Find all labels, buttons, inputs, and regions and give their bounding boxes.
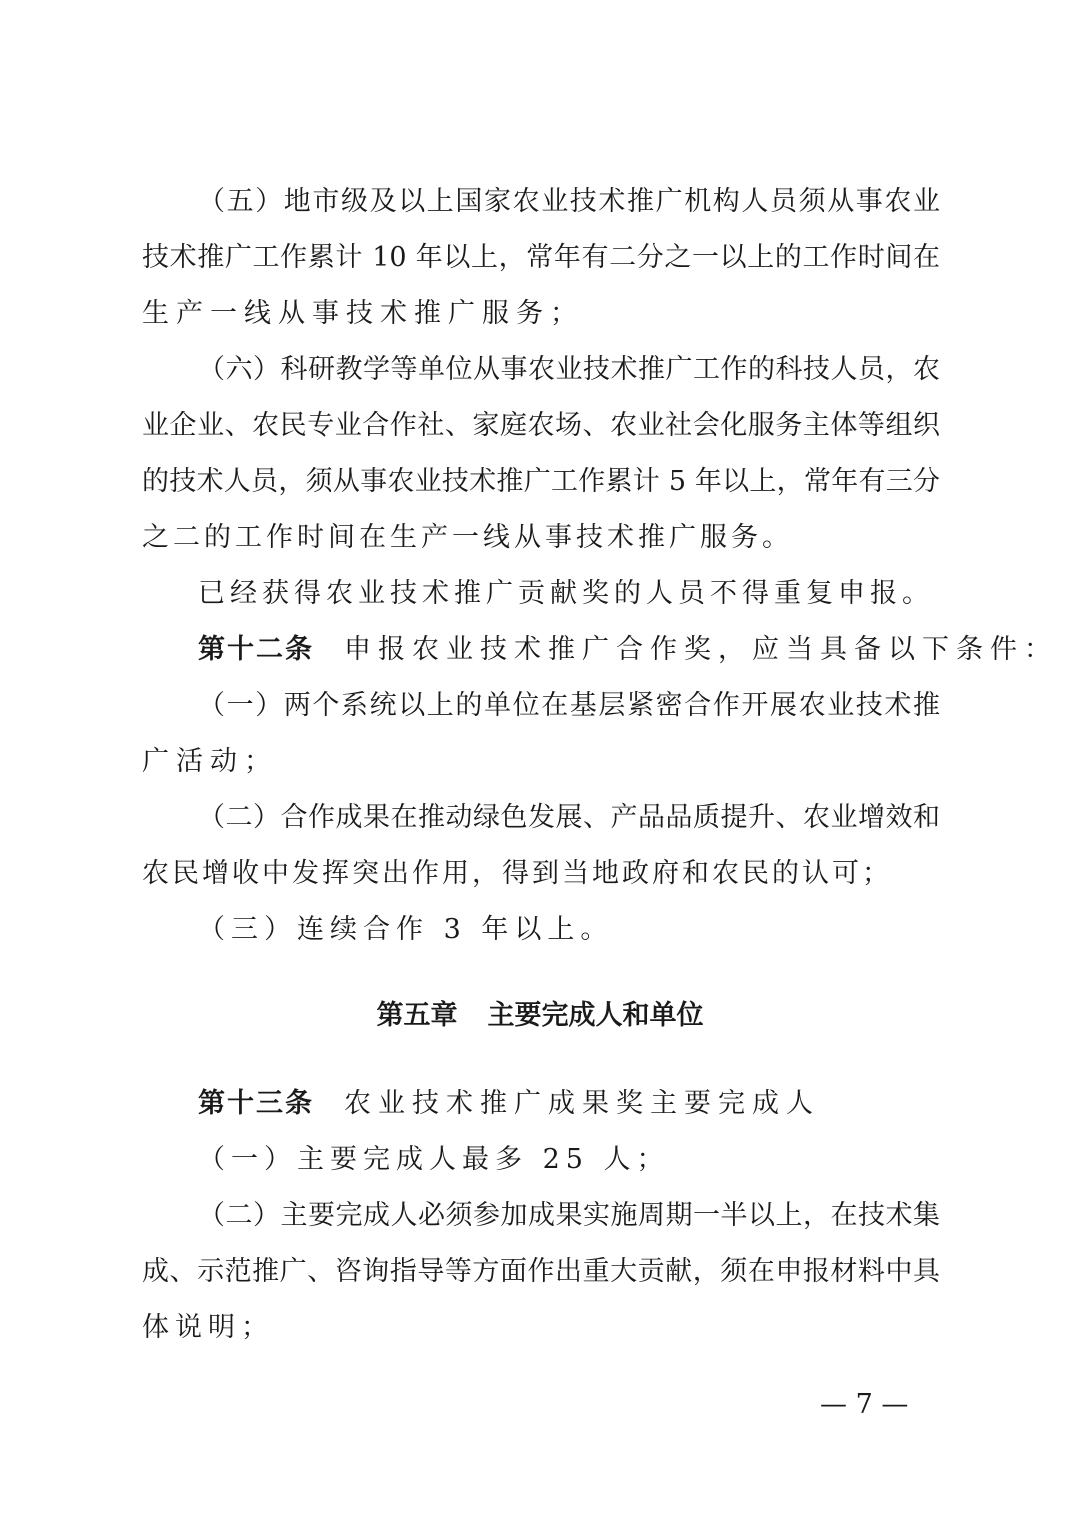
repeat-note: 已经获得农业技术推广贡献奖的人员不得重复申报。 <box>198 578 934 609</box>
article-13-heading <box>198 1087 820 1121</box>
article-12-text: 申报农业技术推广合作奖，应当具备以下条件： <box>344 634 1058 665</box>
article-12-heading <box>198 633 1058 667</box>
article-13-text: 农业技术推广成果奖主要完成人 <box>344 1088 820 1119</box>
article-13-item-2-line-2: 成、示范推广、咨询指导等方面作出重大贡献，须在申报材料中具 <box>142 1256 940 1287</box>
item-5-line-2: 技术推广工作累计 10 年以上，常年有二分之一以上的工作时间在 <box>142 242 940 273</box>
article-12-item-2-line-2: 农民增收中发挥突出作用，得到当地政府和农民的认可； <box>142 858 892 889</box>
article-12-number: 第十二条 <box>198 634 314 665</box>
item-6-line-2: 业企业、农民专业合作社、家庭农场、农业社会化服务主体等组织 <box>142 410 940 441</box>
article-13-item-2-line-3: 体说明； <box>142 1312 274 1343</box>
article-12-item-1-line-1: （一）两个系统以上的单位在基层紧密合作开展农业技术推 <box>198 690 940 721</box>
page-number: — 7 — <box>820 1389 909 1420</box>
item-6-line-3: 的技术人员，须从事农业技术推广工作累计 5 年以上，常年有三分 <box>142 466 940 497</box>
item-6-line-4: 之二的工作时间在生产一线从事技术推广服务。 <box>142 522 793 553</box>
chapter-number: 第五章 <box>376 1000 458 1031</box>
chapter-title: 主要完成人和单位 <box>487 1000 704 1031</box>
article-13-number: 第十三条 <box>198 1088 314 1119</box>
article-12-item-3: （三）连续合作 3 年以上。 <box>198 914 614 945</box>
article-13-item-1: （一）主要完成人最多 25 人； <box>198 1144 670 1175</box>
article-13-item-2-line-1: （二）主要完成人必须参加成果实施周期一半以上，在技术集 <box>198 1200 940 1231</box>
chapter-heading <box>0 999 1080 1033</box>
article-12-item-1-line-2: 广活动； <box>142 746 278 777</box>
item-6-line-1: （六）科研教学等单位从事农业技术推广工作的科技人员，农 <box>198 354 940 385</box>
article-12-item-2-line-1: （二）合作成果在推动绿色发展、产品品质提升、农业增效和 <box>198 802 940 833</box>
item-5-line-3: 生产一线从事技术推广服务； <box>142 298 584 329</box>
item-5-line-1: （五）地市级及以上国家农业技术推广机构人员须从事农业 <box>198 186 940 217</box>
